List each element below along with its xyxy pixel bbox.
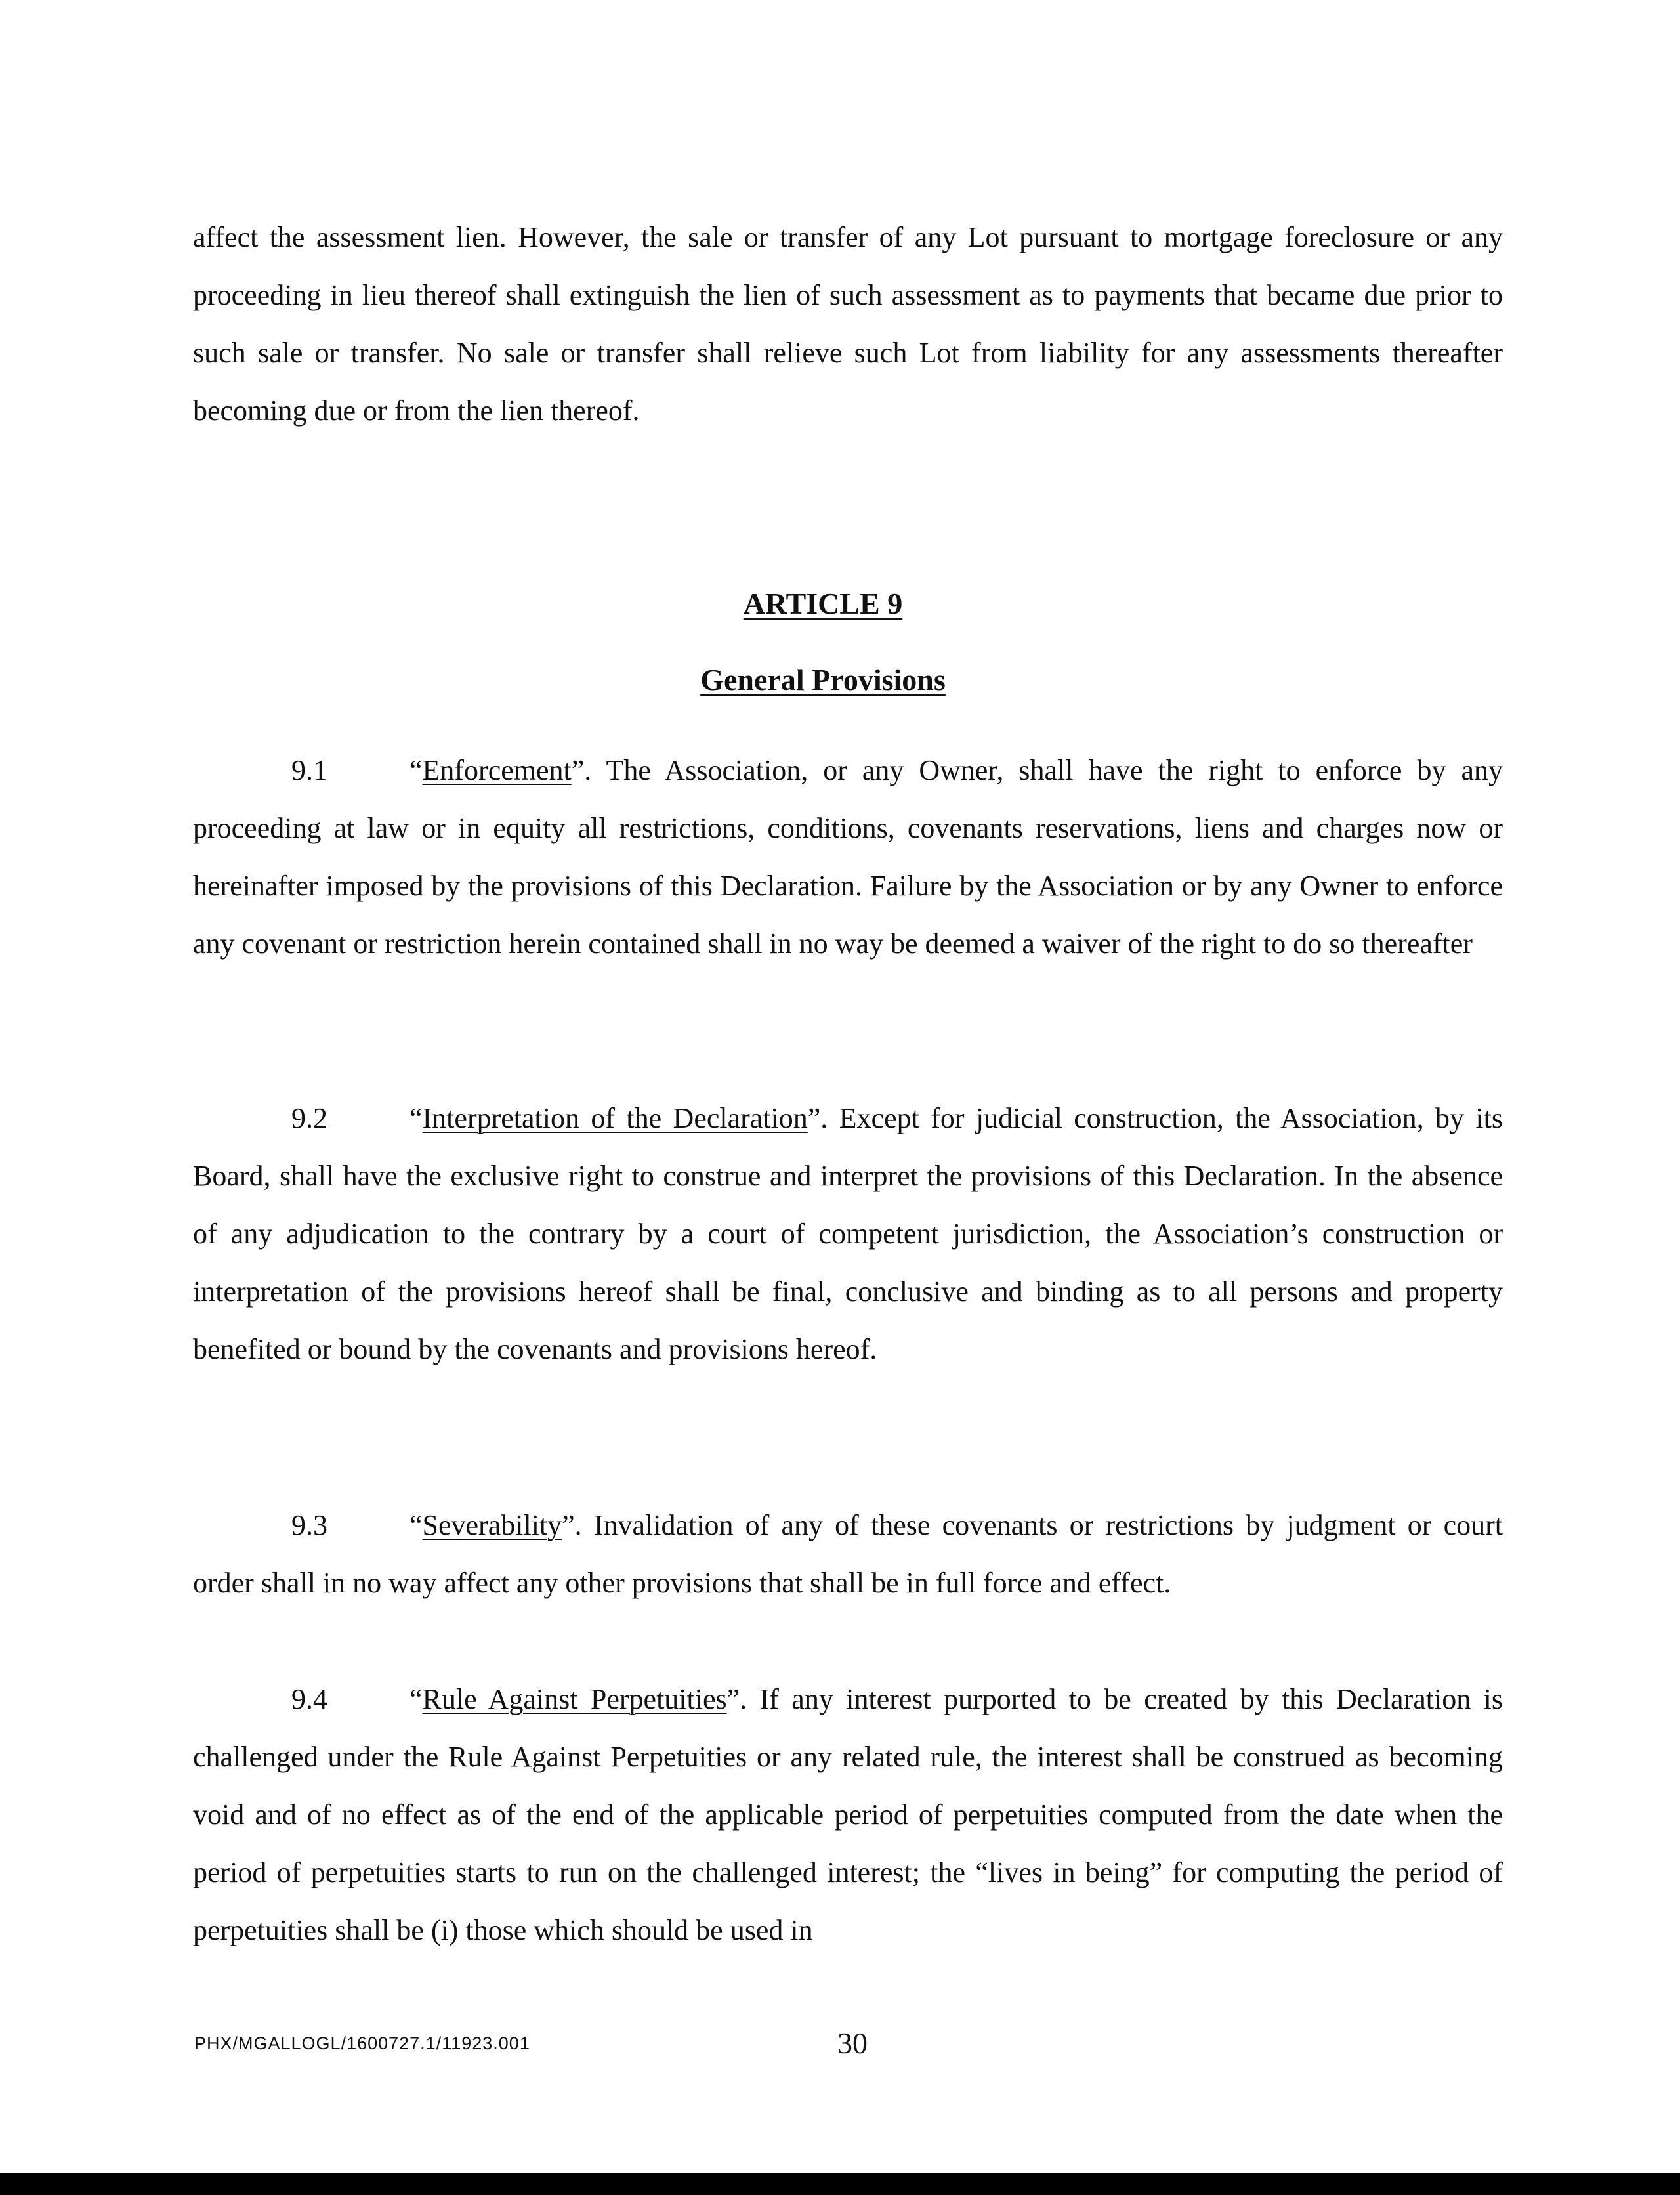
section-number: 9.3 [291, 1509, 327, 1541]
intro-text: affect the assessment lien. However, the sale or transfer of any Lot pursuant to mortgage foreclosure or any proceeding in lieu thereof shall extinguish the lien of such assessment as to payments that became due prior to such sale or transfer. No sale or transfer shall relieve such Lot from liability for any assessments thereafter becoming due or from the lien thereof. [193, 221, 1503, 427]
scan-edge-bar [0, 2173, 1680, 2195]
section-body: . If any interest purported to be created by this Declaration is challenged under the Rule Against Perpetuities or any related rule, the interest shall be construed as becoming void and of no effect as of the end of the applicable period of perpetuities computed from the date when the period of perpetuities starts to run on the challenged interest; the “lives in being” for computing the period of perpetuities shall be (i) those which should be used in [193, 1683, 1503, 1946]
section-title: Enforcement [422, 754, 572, 786]
section-body: . The Association, or any Owner, shall have the right to enforce by any proceeding at law or in equity all restrictions, conditions, covenants reservations, liens and charges now or hereinafter imposed by the provisions of this Declaration. Failure by the Association or by any Owner to enforce any covenant or restriction herein contained shall in no way be deemed a waiver of the right to do so thereafter [193, 754, 1503, 960]
page-number: 30 [837, 2026, 868, 2060]
section-9-2: 9.2 “Interpretation of the Declaration”. Except for judicial construction, the Association, by its Board, shall have the exclusive right to construe and interpret the provisions of this Declaration. In the absence of any adjudication to the contrary by a court of competent jurisdiction, the Association’s construction or interpretation of the provisions hereof shall be final, conclusive and binding as to all persons and property benefited or bound by the covenants and provisions hereof. [193, 1090, 1503, 1378]
section-number: 9.4 [291, 1683, 327, 1715]
section-title: Rule Against Perpetuities [422, 1683, 727, 1715]
article-heading [0, 584, 1663, 624]
article-subheading [0, 660, 1663, 700]
section-number: 9.1 [291, 754, 327, 786]
section-title: Severability [422, 1509, 562, 1541]
section-9-4: 9.4 “Rule Against Perpetuities”. If any interest purported to be created by this Declaration is challenged under the Rule Against Perpetuities or any related rule, the interest shall be construed as becoming void and of no effect as of the end of the applicable period of perpetuities computed from the date when the period of perpetuities starts to run on the challenged interest; the “lives in being” for computing the period of perpetuities shall be (i) those which should be used in [193, 1671, 1503, 1959]
section-body: . Invalidation of any of these covenants or restrictions by judgment or court order shall in no way affect any other provisions that shall be in full force and effect. [193, 1509, 1503, 1599]
intro-paragraph [193, 209, 1503, 440]
section-9-3: 9.3 “Severability”. Invalidation of any of these covenants or restrictions by judgment or court order shall in no way affect any other provisions that shall be in full force and effect. [193, 1497, 1503, 1612]
article-subheading-text: General Provisions [700, 663, 946, 696]
section-number: 9.2 [291, 1102, 327, 1134]
footer-doc-id: PHX/MGALLOGL/1600727.1/11923.001 [194, 2034, 530, 2053]
section-body: . Except for judicial construction, the Association, by its Board, shall have the exclusive right to construe and interpret the provisions of this Declaration. In the absence of any adjudication to the contrary by a court of competent jurisdiction, the Association’s construction or interpretation of the provisions hereof shall be final, conclusive and binding as to all persons and property benefited or bound by the covenants and provisions hereof. [193, 1102, 1503, 1365]
section-9-1: 9.1 “Enforcement”. The Association, or any Owner, shall have the right to enforce by any proceeding at law or in equity all restrictions, conditions, covenants reservations, liens and charges now or hereinafter imposed by the provisions of this Declaration. Failure by the Association or by any Owner to enforce any covenant or restriction herein contained shall in no way be deemed a waiver of the right to do so thereafter [193, 742, 1503, 973]
section-title: Interpretation of the Declaration [422, 1102, 808, 1134]
article-heading-text: ARTICLE 9 [743, 587, 903, 620]
